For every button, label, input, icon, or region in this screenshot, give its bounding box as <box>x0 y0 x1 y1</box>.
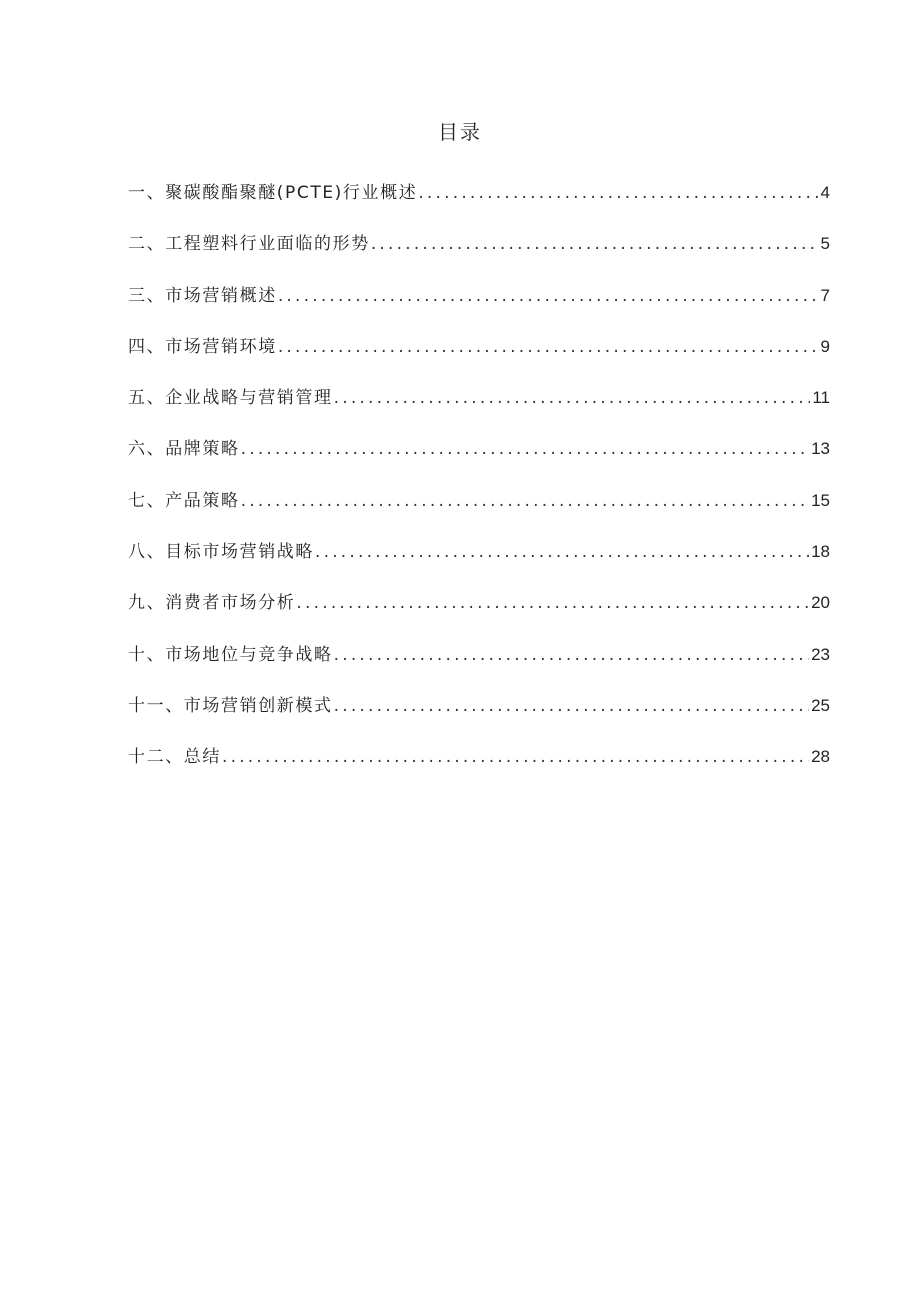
toc-entry[interactable] <box>128 691 830 742</box>
toc-leader-dots <box>371 229 819 259</box>
toc-entry-page: 5 <box>820 234 830 254</box>
toc-entry-page: 25 <box>811 695 830 715</box>
toc-entry-page: 28 <box>811 747 830 767</box>
toc-entry-label: 十一、市场营销创新模式 <box>128 695 333 716</box>
toc-entry[interactable] <box>128 486 830 537</box>
toc-entry-label: 六、品牌策略 <box>128 439 240 460</box>
toc-entry-label: 七、产品策略 <box>128 490 240 511</box>
toc-entry-page: 15 <box>811 490 830 510</box>
toc-entry[interactable] <box>128 640 830 691</box>
toc-leader-dots <box>241 486 809 516</box>
toc-entry-label: 四、市场营销环境 <box>128 336 277 357</box>
toc-entry[interactable] <box>128 178 830 229</box>
toc-entry[interactable] <box>128 332 830 383</box>
toc-leader-dots <box>278 332 819 362</box>
toc-entry-label: 十二、总结 <box>128 747 221 768</box>
toc-entry[interactable] <box>128 742 830 793</box>
toc-entry-page: 18 <box>811 542 830 562</box>
toc-entry-page: 20 <box>811 593 830 613</box>
toc-entry-label: 一、聚碳酸酯聚醚(PCTE)行业概述 <box>128 183 418 203</box>
toc-entry[interactable] <box>128 434 830 485</box>
toc-leader-dots <box>334 691 809 721</box>
toc-entry-label: 二、工程塑料行业面临的形势 <box>128 234 370 255</box>
toc-leader-dots <box>334 383 811 413</box>
toc-entry-label: 三、市场营销概述 <box>128 285 277 306</box>
toc-entry[interactable] <box>128 281 830 332</box>
toc-leader-dots <box>222 742 809 772</box>
toc-entry-page: 23 <box>811 644 830 664</box>
toc-entry[interactable] <box>128 588 830 639</box>
toc-leader-dots <box>334 640 809 670</box>
toc-leader-dots <box>418 178 818 208</box>
toc-title: 目录 <box>438 120 482 144</box>
toc-entry-label: 九、消费者市场分析 <box>128 593 296 614</box>
toc-entry-page: 13 <box>811 439 830 459</box>
toc-leader-dots <box>296 588 809 618</box>
toc-entry[interactable] <box>128 229 830 280</box>
toc-entry-page: 7 <box>820 285 830 305</box>
toc-entry[interactable] <box>128 383 830 434</box>
toc-entry-page: 9 <box>820 336 830 356</box>
toc-leader-dots <box>278 281 819 311</box>
toc-entry[interactable] <box>128 537 830 588</box>
toc-entry-page: 11 <box>812 388 830 408</box>
toc-leader-dots <box>241 434 809 464</box>
toc-entry-page: 4 <box>820 183 830 202</box>
toc-list <box>128 178 830 794</box>
toc-entry-label: 八、目标市场营销战略 <box>128 542 314 563</box>
toc-entry-label: 五、企业战略与营销管理 <box>128 388 333 409</box>
toc-entry-label: 十、市场地位与竞争战略 <box>128 644 333 665</box>
toc-leader-dots <box>315 537 809 567</box>
